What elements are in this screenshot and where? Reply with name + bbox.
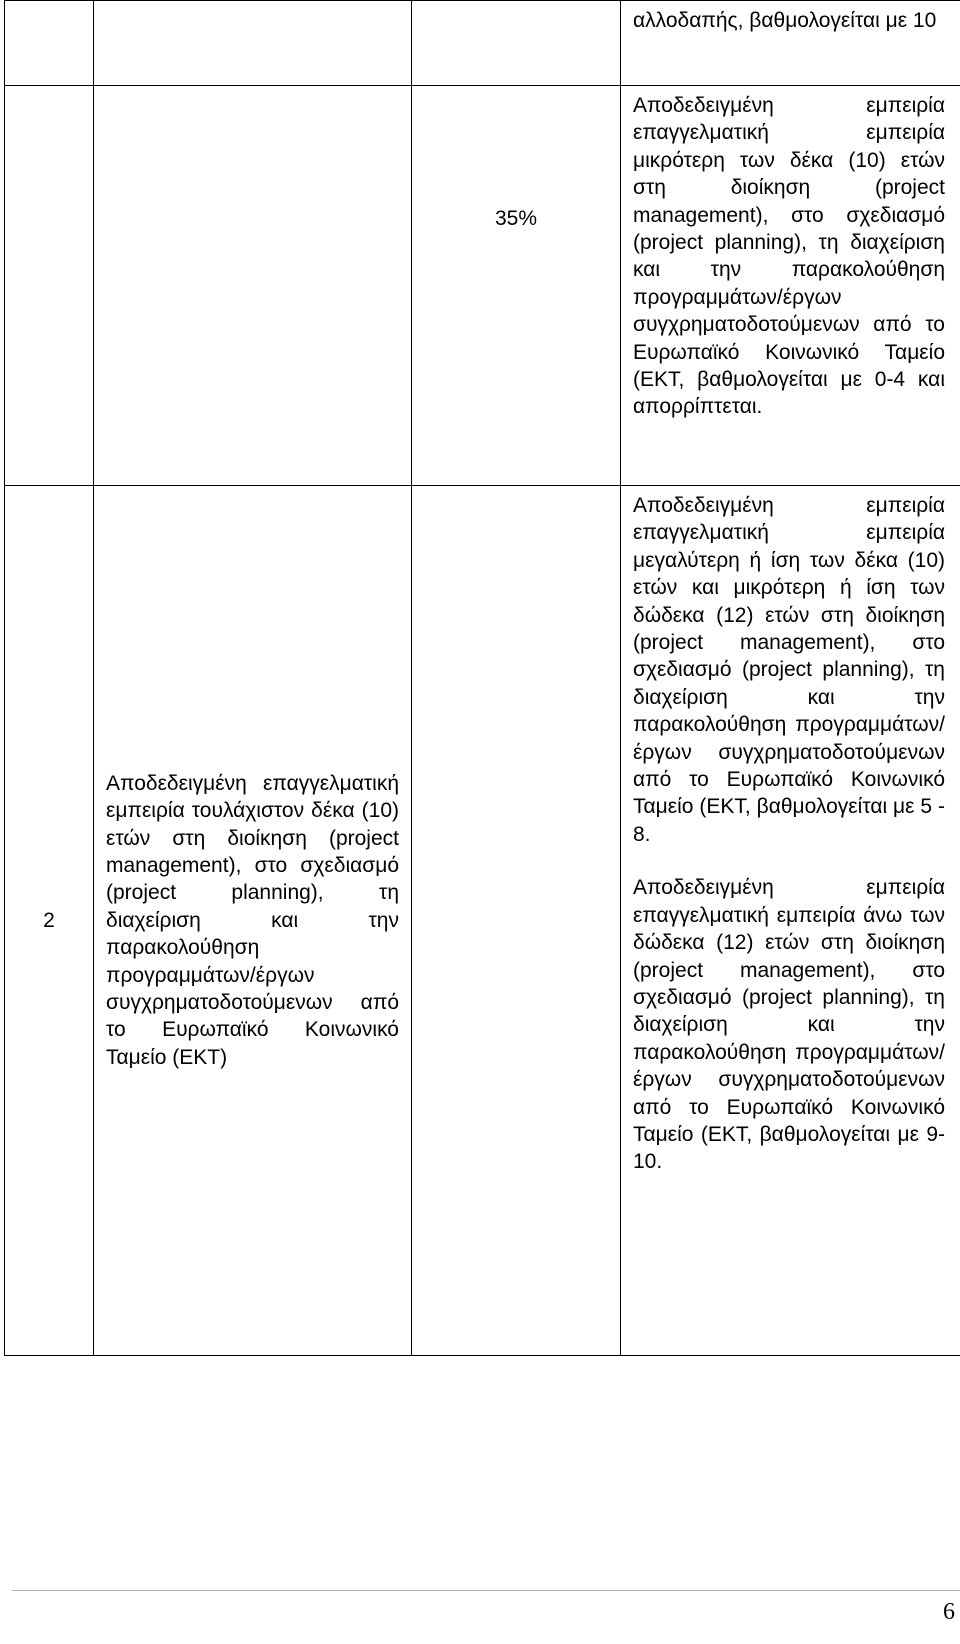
cell-criterion <box>94 486 412 1356</box>
table-row-criterion-2 <box>5 486 960 1356</box>
weight-value: 35% <box>494 207 538 230</box>
table-row-weight <box>5 86 960 486</box>
criterion-number: 2 <box>43 908 55 932</box>
cell-description-continuation <box>621 1 960 86</box>
cell-weight-empty <box>412 1 621 86</box>
cell-number-empty <box>5 1 94 86</box>
cell-weight-empty-3 <box>412 486 621 1356</box>
cell-criterion-empty-2 <box>94 86 412 486</box>
description-high-experience-text: Αποδεδειγμένη εμπειρία επαγγελματική εμπειρία άνω των δώδεκα (12) ετών στη διοίκηση (project management), στο σχεδιασμό (project planning), τη διαχείριση και την παρακολούθηση προγραμμάτων/έργων συγχρηματοδοτούμενων από το Ευρωπαϊκό Κοινωνικό Ταμείο (ΕΚΤ, βαθμολογείται με 9-10. <box>633 876 945 1174</box>
page-number: 6 <box>943 1599 955 1625</box>
cell-description-low-experience <box>621 86 960 486</box>
cell-number <box>5 486 94 1356</box>
cell-number-empty-2 <box>5 86 94 486</box>
cell-weight <box>412 86 621 486</box>
criterion-text: Αποδεδειγμένη επαγγελματική εμπειρία τουλάχιστον δέκα (10) ετών στη διοίκηση (project management), στο σχεδιασμό (project planning), τη διαχείριση και την παρακολούθηση προγραμμάτων/έργων συγχρηματοδοτούμενων από το Ευρωπαϊκό Κοινωνικό Ταμείο (ΕΚΤ) <box>106 771 399 1069</box>
table-row-continuation <box>5 1 960 86</box>
description-continuation-text: αλλοδαπής, βαθμολογείται με 10 <box>633 9 937 32</box>
cell-description-scores <box>621 486 960 1356</box>
description-low-experience-text: Αποδεδειγμένη εμπειρία επαγγελματική εμπειρία μικρότερη των δέκα (10) ετών στη διοίκηση (project management), στο σχεδιασμό (project planning), τη διαχείριση και την παρακολούθηση προγραμμάτων/έργων συγχρηματοδοτούμενων από το Ευρωπαϊκό Κοινωνικό Ταμείο (ΕΚΤ, βαθμολογείται με 0-4 και απορρίπτεται. <box>633 94 945 419</box>
evaluation-criteria-table <box>4 0 960 1356</box>
cell-criterion-empty <box>94 1 412 86</box>
description-mid-experience-text: Αποδεδειγμένη εμπειρία επαγγελματική εμπειρία μεγαλύτερη ή ίση των δέκα (10) ετών και μικρότερη ή ίση των δώδεκα (12) ετών στη διοίκηση (project management), στο σχεδιασμό (project planning), τη διαχείριση και την παρακολούθηση προγραμμάτων/έργων συγχρηματοδοτούμενων από το Ευρωπαϊκό Κοινωνικό Ταμείο (ΕΚΤ, βαθμολογείται με 5 - 8. <box>633 494 945 846</box>
footer-divider <box>12 1590 960 1591</box>
